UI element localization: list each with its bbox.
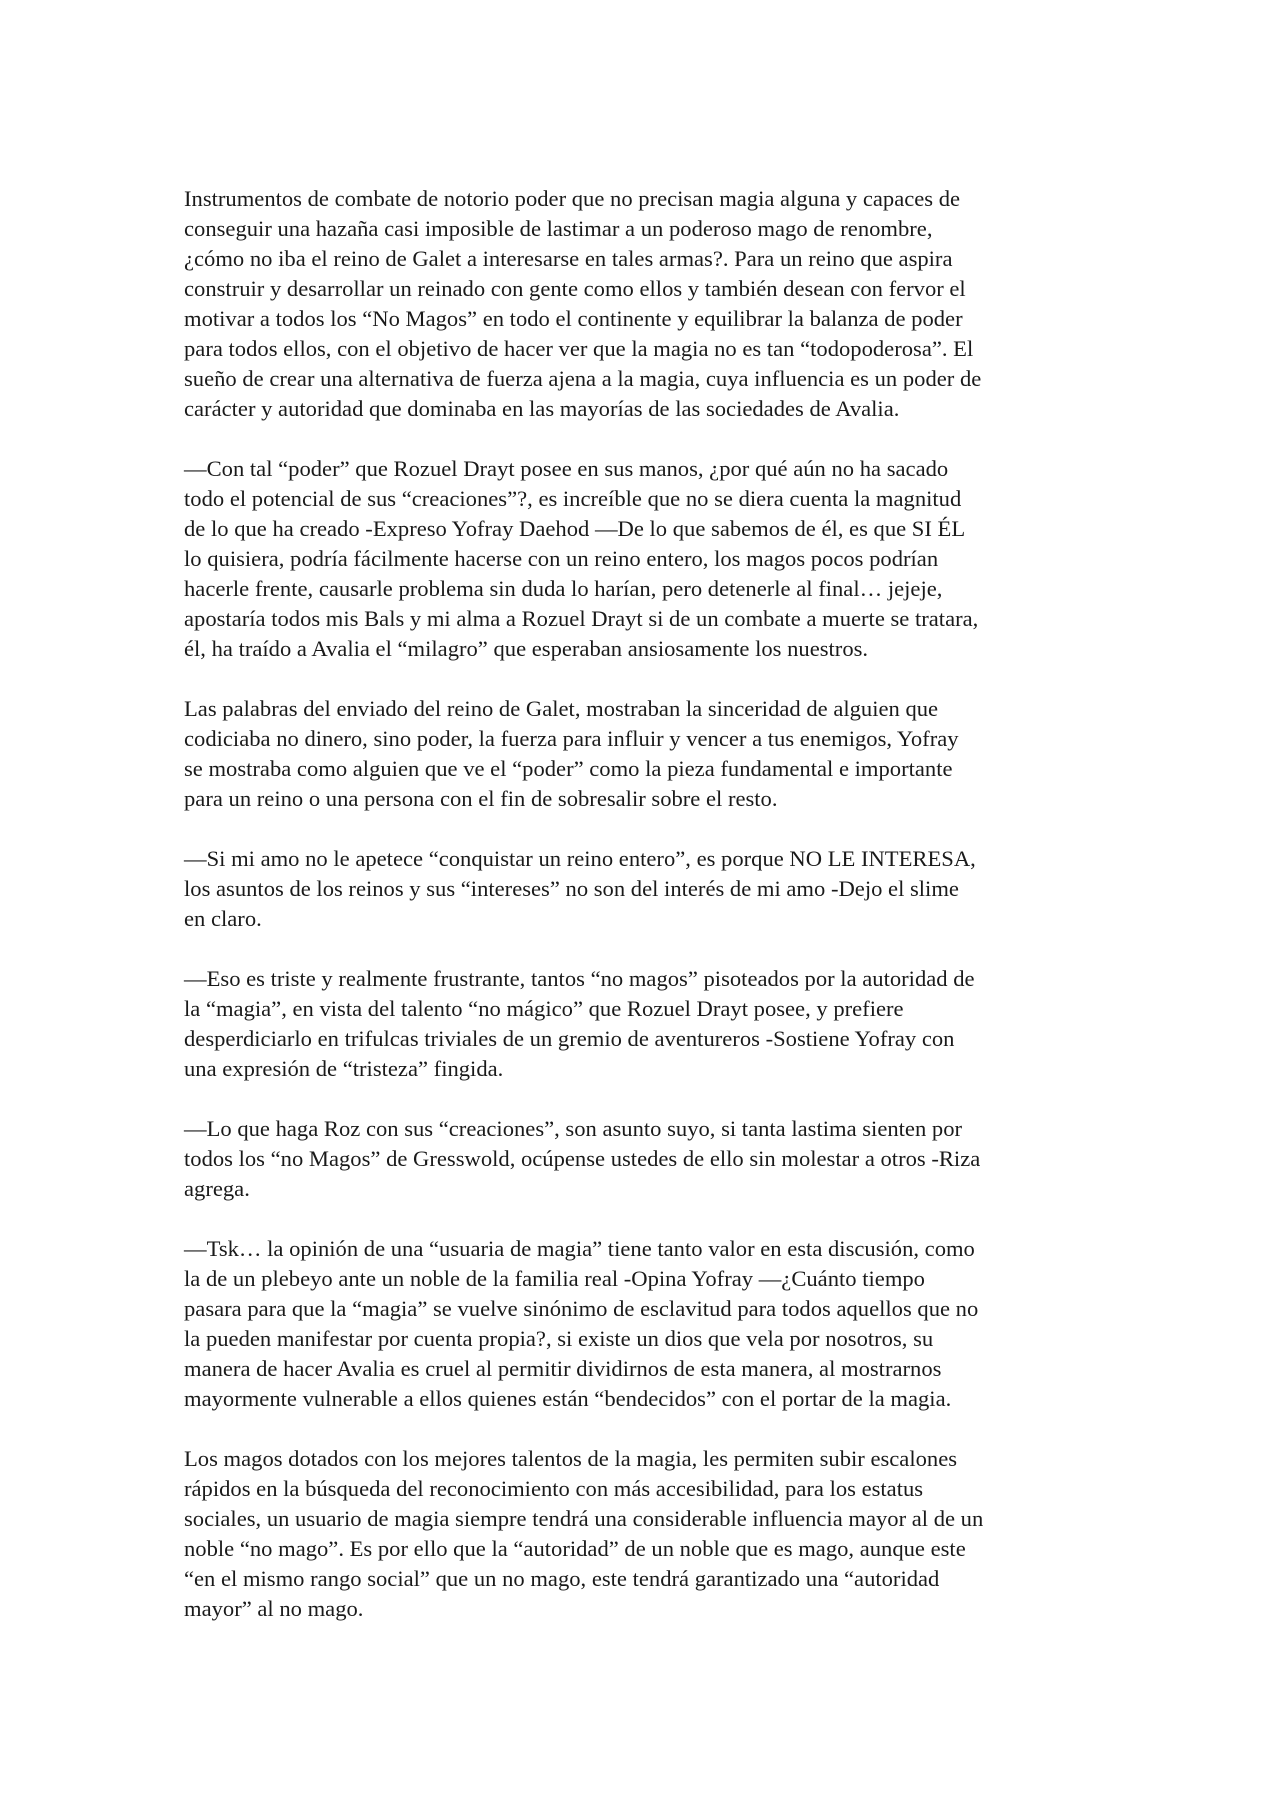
paragraph: —Eso es triste y realmente frustrante, tantos “no magos” pisoteados por la autoridad de la “magia”, en vista del talento “no mágico” que Rozuel Drayt posee, y prefiere desperdiciarlo en trifulcas triviales de un gremio de aventureros -Sostiene Yofray con una expresión de “tristeza” fingida. [184, 966, 975, 1081]
paragraph: —Tsk… la opinión de una “usuaria de magia” tiene tanto valor en esta discusión, como la de un plebeyo ante un noble de la familia real -Opina Yofray —¿Cuánto tiempo pasara para que la “magia” se vuelve sinónimo de esclavitud para todos aquellos que no la pueden manifestar por cuenta propia?, si existe un dios que vela por nosotros, su manera de hacer Avalia es cruel al permitir dividirnos de esta manera, al mostrarnos mayormente vulnerable a ellos quienes están “bendecidos” con el portar de la magia. [184, 1236, 979, 1411]
paragraph: —Lo que haga Roz con sus “creaciones”, son asunto suyo, si tanta lastima sienten por todos los “no Magos” de Gresswold, ocúpense ustedes de ello sin molestar a otros -Riza agrega. [184, 1116, 981, 1201]
document-body [184, 184, 1104, 1654]
paragraph: Las palabras del enviado del reino de Galet, mostraban la sinceridad de alguien que codiciaba no dinero, sino poder, la fuerza para influir y vencer a tus enemigos, Yofray se mostraba como alguien que ve el “poder” como la pieza fundamental e importante para un reino o una persona con el fin de sobresalir sobre el resto. [184, 696, 959, 811]
paragraph: —Con tal “poder” que Rozuel Drayt posee en sus manos, ¿por qué aún no ha sacado todo el potencial de sus “creaciones”?, es increíble que no se diera cuenta la magnitud de lo que ha creado -Expreso Yofray Daehod —De lo que sabemos de él, es que SI ÉL lo quisiera, podría fácilmente hacerse con un reino entero, los magos pocos podrían hacerle frente, causarle problema sin duda lo harían, pero detenerle al final… jejeje, apostaría todos mis Bals y mi alma a Rozuel Drayt si de un combate a muerte se tratara, él, ha traído a Avalia el “milagro” que esperaban ansiosamente los nuestros. [184, 456, 979, 661]
paragraph: Instrumentos de combate de notorio poder que no precisan magia alguna y capaces de conseguir una hazaña casi imposible de lastimar a un poderoso mago de renombre, ¿cómo no iba el reino de Galet a interesarse en tales armas?. Para un reino que aspira construir y desarrollar un reinado con gente como ellos y también desean con fervor el motivar a todos los “No Magos” en todo el continente y equilibrar la balanza de poder para todos ellos, con el objetivo de hacer ver que la magia no es tan “todopoderosa”. El sueño de crear una alternativa de fuerza ajena a la magia, cuya influencia es un poder de carácter y autoridad que dominaba en las mayorías de las sociedades de Avalia. [184, 186, 982, 421]
paragraph: —Si mi amo no le apetece “conquistar un reino entero”, es porque NO LE INTERESA, los asuntos de los reinos y sus “intereses” no son del interés de mi amo -Dejo el slime en claro. [184, 846, 976, 931]
paragraph: Los magos dotados con los mejores talentos de la magia, les permiten subir escalones rápidos en la búsqueda del reconocimiento con más accesibilidad, para los estatus sociales, un usuario de magia siempre tendrá una considerable influencia mayor al de un noble “no mago”. Es por ello que la “autoridad” de un noble que es mago, aunque este “en el mismo rango social” que un no mago, este tendrá garantizado una “autoridad mayor” al no mago. [184, 1446, 984, 1621]
